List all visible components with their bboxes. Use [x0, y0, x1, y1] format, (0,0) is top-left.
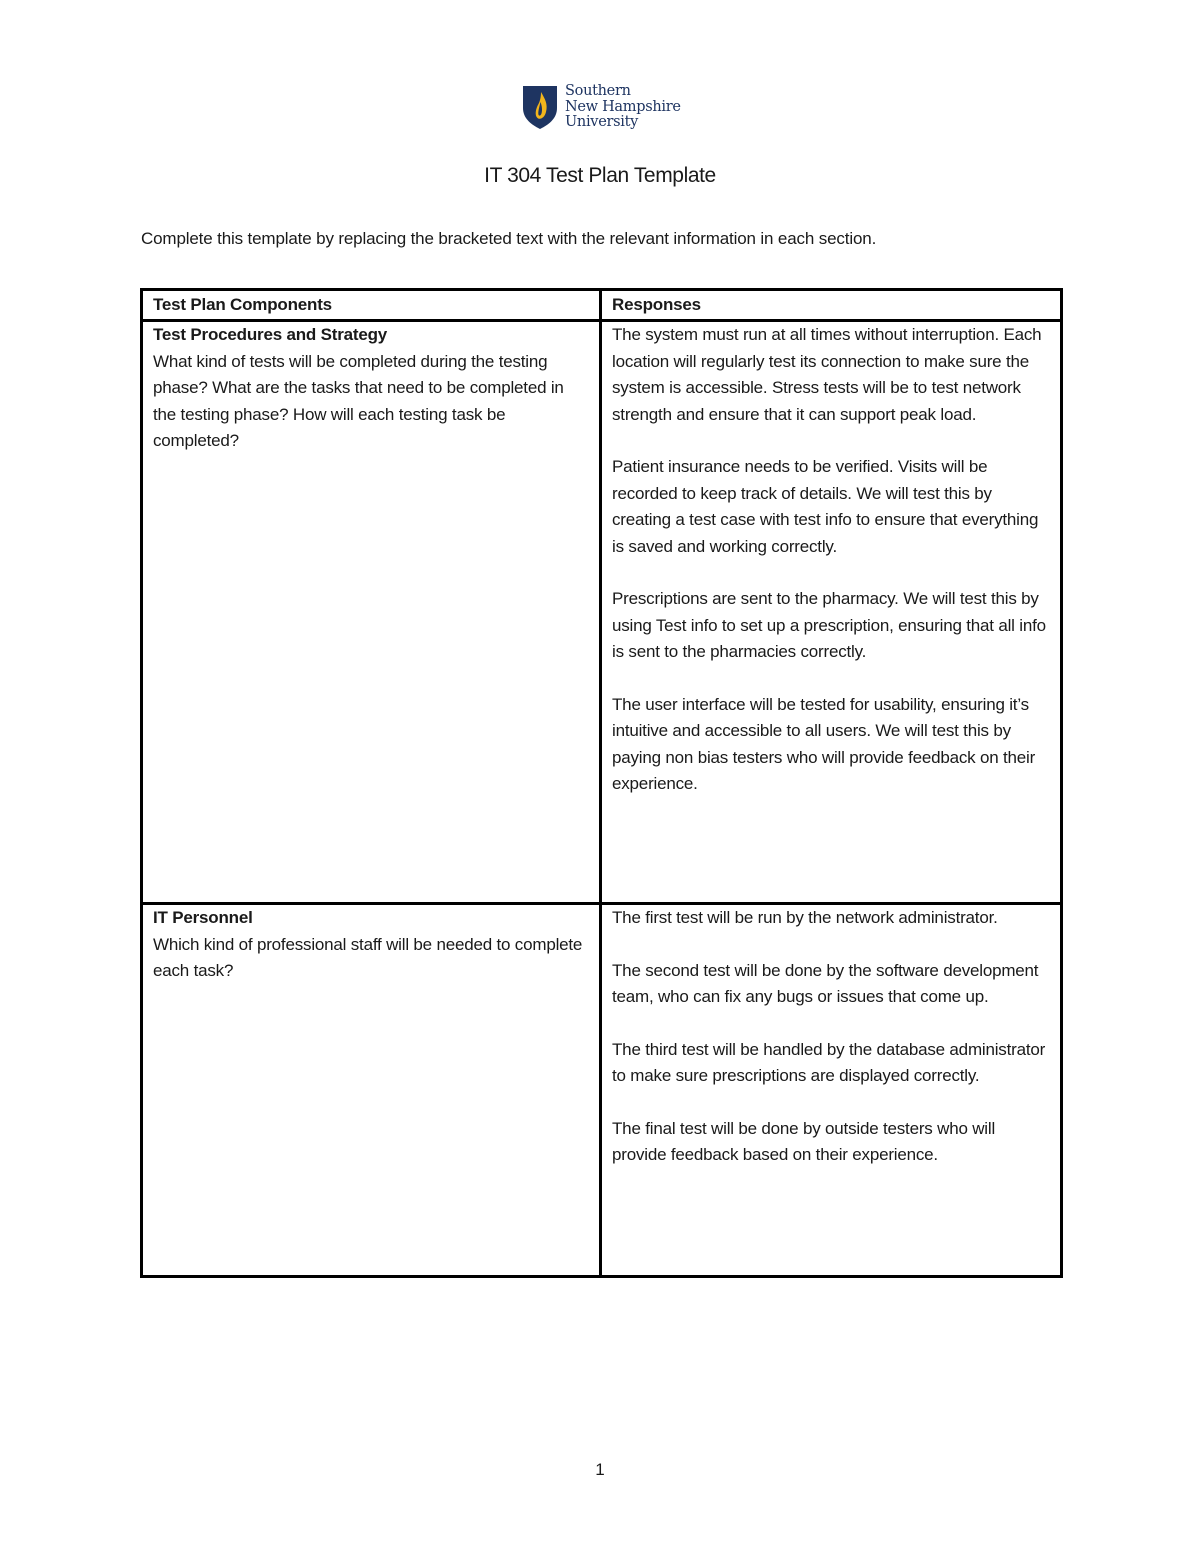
response-paragraph: The system must run at all times without interruption. Each location will regularly test its connection to make sure the system is accessible. Stress tests will be to test network strength and ensure that it can support peak load.	[612, 325, 1042, 424]
response-paragraph: Patient insurance needs to be verified. Visits will be recorded to keep track of details. We will test this by creating a test case with test info to ensure that everything is saved and working correctly.	[612, 457, 1039, 556]
logo-line-1: Southern	[565, 83, 631, 99]
university-logo	[521, 84, 681, 131]
logo-wordmark	[565, 84, 681, 131]
logo-line-2: New Hampshire	[565, 98, 681, 115]
table-row	[142, 321, 1062, 904]
response-paragraph: The user interface will be tested for usability, ensuring it’s intuitive and accessible to all users. We will test this by paying non bias testers who will provide feedback on their experience.	[612, 694, 1036, 793]
header-responses: Responses	[601, 290, 1062, 321]
response-paragraph: The third test will be handled by the database administrator to make sure prescriptions are displayed correctly.	[612, 1039, 1046, 1085]
page-number: 1	[595, 1460, 605, 1479]
response-paragraph: The first test will be run by the network administrator.	[612, 908, 998, 927]
response-paragraph: The second test will be done by the software development team, who can fix any bugs or issues that come up.	[612, 960, 1039, 1006]
document-title: IT 304 Test Plan Template	[484, 164, 716, 187]
response-cell	[601, 321, 1062, 904]
component-title: Test Procedures and Strategy	[153, 325, 388, 344]
component-cell	[142, 904, 601, 1277]
test-plan-table	[140, 288, 1063, 1278]
table-row	[142, 904, 1062, 1277]
logo-line-3: University	[565, 114, 638, 130]
shield-flame-icon	[521, 84, 559, 130]
response-paragraph: The final test will be done by outside testers who will provide feedback based on their experience.	[612, 1118, 996, 1164]
intro-text: Complete this template by replacing the bracketed text with the relevant information in each section.	[141, 229, 877, 248]
table-header-row	[142, 290, 1062, 321]
component-cell	[142, 321, 601, 904]
response-cell	[601, 904, 1062, 1277]
component-title: IT Personnel	[153, 908, 253, 927]
component-description: What kind of tests will be completed during the testing phase? What are the tasks that need to be completed in the testing phase? How will each testing task be completed?	[153, 351, 564, 450]
response-paragraph: Prescriptions are sent to the pharmacy. We will test this by using Test info to set up a prescription, ensuring that all info is sent to the pharmacies correctly.	[612, 589, 1046, 661]
header-components: Test Plan Components	[142, 290, 601, 321]
component-description: Which kind of professional staff will be needed to complete each task?	[153, 934, 583, 980]
